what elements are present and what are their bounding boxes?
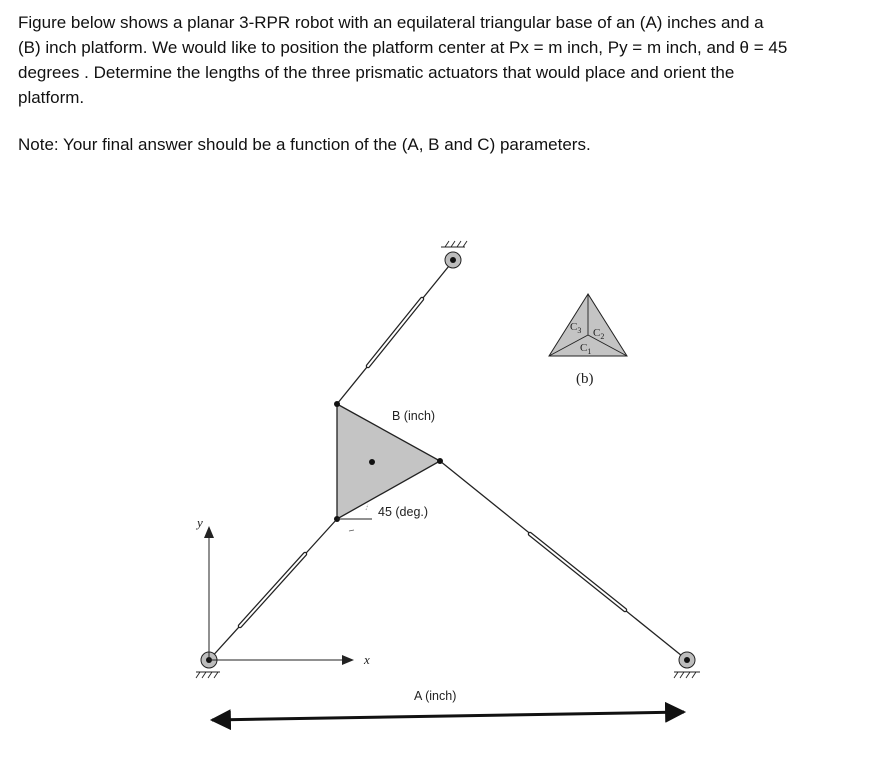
problem-note: Note: Your final answer should be a function of the (A, B and C) parameters. bbox=[18, 135, 591, 154]
coordinate-axes bbox=[204, 526, 354, 665]
base-size-label: A (inch) bbox=[414, 689, 457, 703]
ground-pivot-1 bbox=[196, 652, 220, 678]
inset-c1-sub: 1 bbox=[587, 347, 592, 356]
angle-label: 45 (deg.) bbox=[378, 505, 429, 519]
y-axis-label: y bbox=[197, 515, 203, 530]
base-dimension-arrow bbox=[212, 712, 684, 720]
inset-c2: C bbox=[593, 327, 601, 339]
platform-joint-2 bbox=[437, 458, 443, 464]
ground-pivot-3 bbox=[441, 241, 467, 268]
inset-caption: (b) bbox=[576, 371, 594, 387]
platform-size-label: B (inch) bbox=[392, 409, 436, 423]
problem-statement: Figure below shows a planar 3-RPR robot with an equilateral triangular base of an (A) inches and a (B) inch platform. We would like to position the platform center at Px = m inch, Py = m inch, and θ = 45 degrees . Determine the lengths of the three prismatic actuators that would place and orient the platform. bbox=[18, 13, 788, 107]
platform-joint-3 bbox=[334, 401, 340, 407]
x-axis-label: x bbox=[364, 652, 370, 667]
platform-center bbox=[369, 459, 375, 465]
actuator-leg-2 bbox=[440, 461, 687, 660]
inset-c1: C bbox=[580, 342, 588, 354]
inset-c3: C bbox=[570, 321, 578, 333]
actuator-leg-1 bbox=[209, 519, 337, 660]
inset-c2-sub: 2 bbox=[600, 332, 605, 341]
ground-pivot-2 bbox=[674, 652, 700, 678]
actuator-leg-3 bbox=[337, 261, 453, 404]
inset-c3-sub: 3 bbox=[577, 326, 582, 335]
